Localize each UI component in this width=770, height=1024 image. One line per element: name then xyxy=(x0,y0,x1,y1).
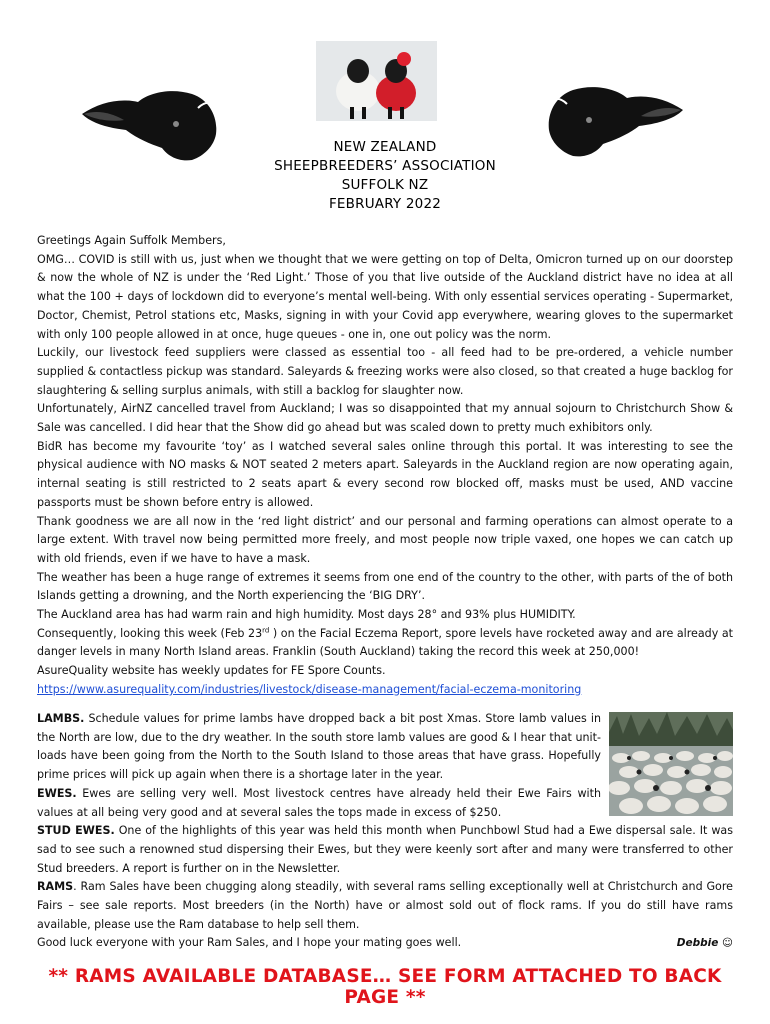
lambs-paragraph: LAMBS. Schedule values for prime lambs have dropped back a bit post Xmas. Store lamb values in the North are low, due to the dry weather. In the south store lamb values are good & I hear that unit-loads have been going from the North to the South Island to those areas that have grass. Hopefully prime prices will pick up again when there is a shortage later in the year. xyxy=(37,712,601,782)
paragraph-travel: Unfortunately, AirNZ cancelled travel from Auckland; I was so disappointed that my annual sojourn to Christchurch Show & Sale was cancelled. I did hear that the Show did go ahead but was scaled down to pretty much exhibitors only. xyxy=(37,402,733,435)
greeting: Greetings Again Suffolk Members, xyxy=(37,234,226,247)
newsletter-title xyxy=(200,138,570,214)
market-report xyxy=(37,710,733,953)
rams-paragraph: RAMS. Ram Sales have been chugging along steadily, with several rams selling exceptionally well at Christchurch and Gore Fairs – see sale reports. Most breeders (in the North) have or almost sold out of flock rams. If you do still have rams available, please use the Ram database to help sell them. xyxy=(37,880,733,931)
closing-line: Good luck everyone with your Ram Sales, and I hope your mating goes well. Debbie ☺ xyxy=(37,934,733,953)
paragraph-auckland: The Auckland area has had warm rain and high humidity. Most days 28° and 93% plus HUMIDITY. xyxy=(37,608,576,622)
paragraph-red-light: Thank goodness we are all now in the ‘red light district’ and our personal and farming operations can almost operate to a large extent. With travel now being permitted more freely, and most people now triple vaxed, one hopes we can catch up with old friends, even if we have to have a mask. xyxy=(37,514,733,565)
stud-ewes-paragraph: STUD EWES. One of the highlights of this year was held this month when Punchbowl Stud had a Ewe dispersal sale. It was sad to see such a renowned stud dispersing their Ewes, but they were keenly sort after and many were transferred to other Stud breeders. A report is further on in the Newsletter. xyxy=(37,824,733,875)
title-line-country: NEW ZEALAND xyxy=(333,139,437,155)
toy-sheep-photo xyxy=(316,41,437,121)
rams-database-banner: ** RAMS AVAILABLE DATABASE… SEE FORM ATTACHED TO BACK PAGE ** xyxy=(48,966,722,1008)
paragraph-asurequality: AsureQuality website has weekly updates for FE Spore Counts. xyxy=(37,664,386,678)
paragraph-bidr: BidR has become my favourite ‘toy’ as I watched several sales online through this portal. It was interesting to see the physical audience with NO masks & NOT seated 2 meters apart. Saleyards in the Auckland region are now operating again, internal seating is still restricted to 2 seats apart & every second row blocked off, masks must be used, AND vaccine passports must be shown before entry is allowed. xyxy=(37,439,733,509)
title-line-association: SHEEPBREEDERS’ ASSOCIATION xyxy=(274,158,496,174)
paragraph-facial-eczema: Consequently, looking this week (Feb 23rd ) on the Facial Eczema Report, spore levels have rocketed away and are already at danger levels in many North Island areas. Franklin (South Auckland) taking the record this week at 250,000! xyxy=(37,626,733,659)
asurequality-link[interactable]: https://www.asurequality.com/industries/livestock/disease-management/facial-eczema-monitoring xyxy=(37,682,582,696)
newsletter-body xyxy=(37,232,733,700)
title-line-breed: SUFFOLK NZ xyxy=(341,177,429,193)
paragraph-covid: OMG… COVID is still with us, just when we thought that we were getting on top of Delta, Omicron turned up on our doorstep & now the whole of NZ is under the ‘Red Light.’ Those of you that live outside of the Auckland district have no idea at all what the 100 + days of lockdown did to everyone’s mental well-being. With only essential services operating - Supermarket, Doctor, Chemist, Petrol stations etc, Masks, signing in with your Covid app everywhere, wearing gloves to the supermarket with only 100 people allowed in at once, huge queues - one in, one out policy was the norm. xyxy=(37,252,733,341)
sheep-head-left-icon xyxy=(80,84,220,162)
ewes-paragraph: EWES. Ewes are selling very well. Most livestock centres have already held their Ewe Fairs with values at all being very good and at several sales the tops made in excess of $250. xyxy=(37,786,601,819)
paragraph-weather: The weather has been a huge range of extremes it seems from one end of the country to the other, with parts of the of both Islands getting a drowning, and the North experiencing the ‘BIG DRY’. xyxy=(37,570,733,603)
paragraph-feed: Luckily, our livestock feed suppliers were classed as essential too - all feed had to be pre-ordered, a vehicle number supplied & contactless pickup was standard. Saleyards & freezing works were also closed, so that created a huge backlog for slaughtering & selling surplus animals, with still a backlog for slaughter now. xyxy=(37,346,733,397)
title-line-date: FEBRUARY 2022 xyxy=(328,196,442,212)
signature: Debbie ☺ xyxy=(676,937,733,950)
